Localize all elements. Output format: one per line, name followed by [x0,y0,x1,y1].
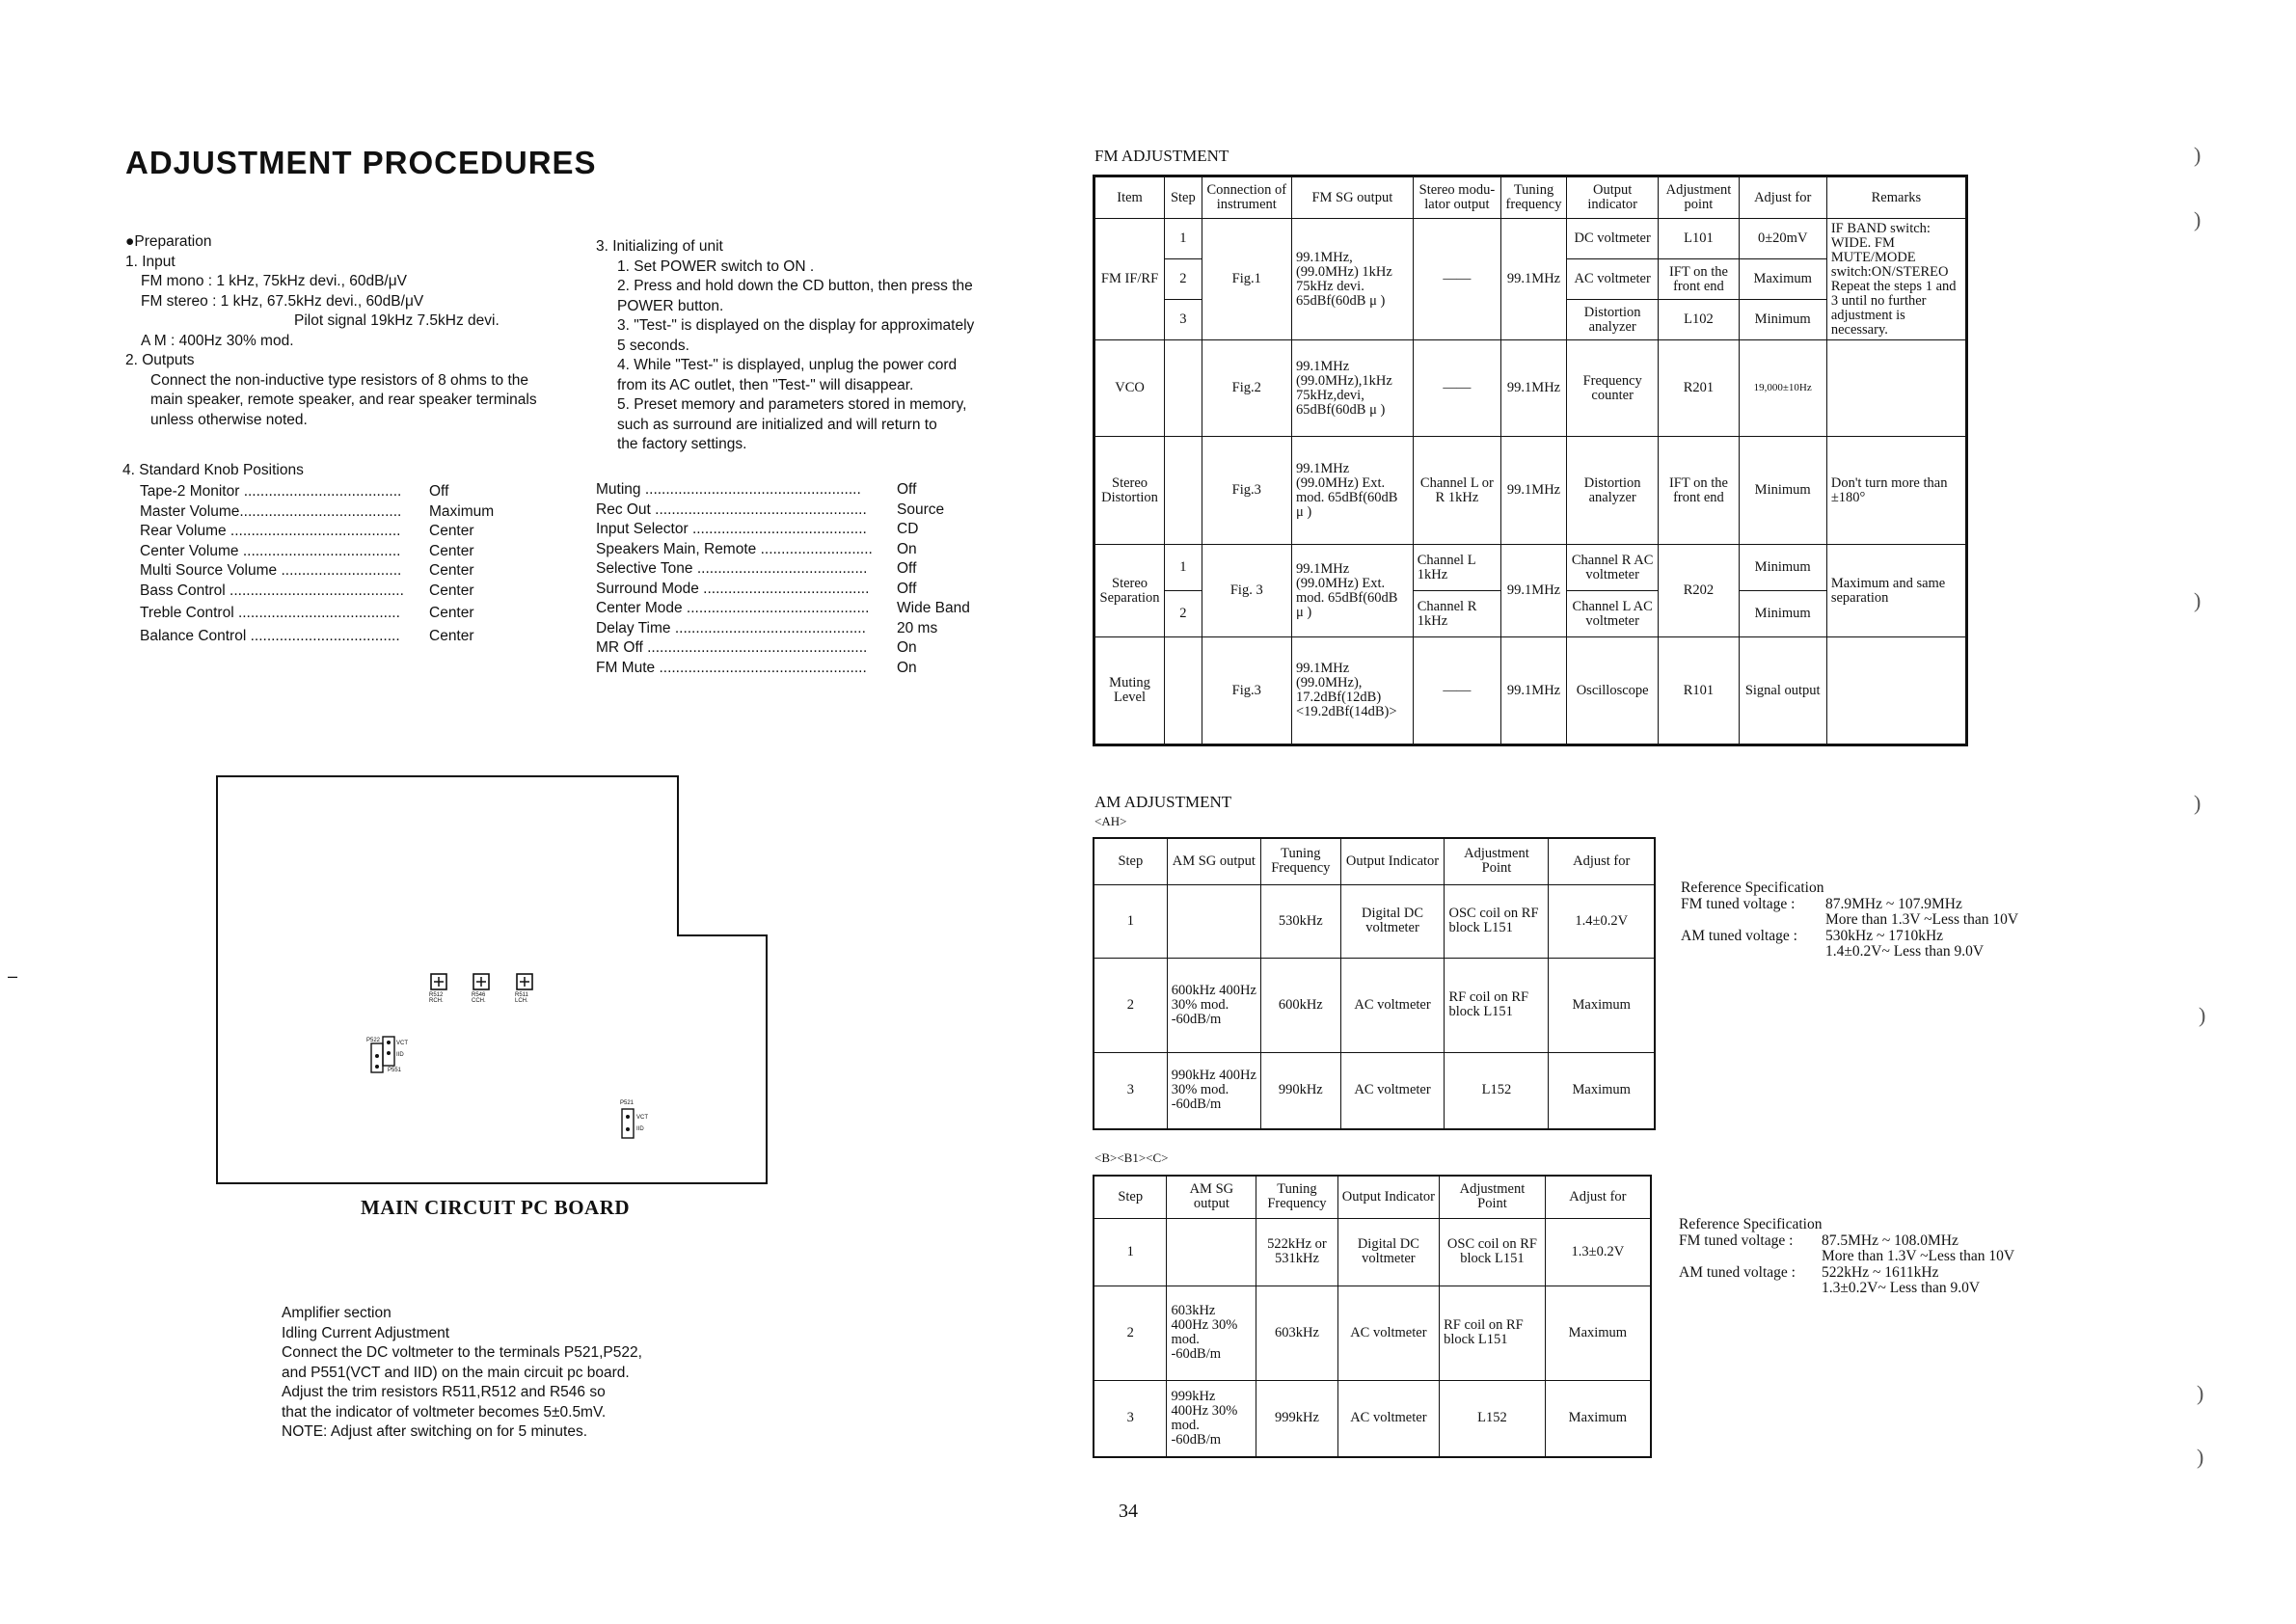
stereo-mod-cell: Channel R 1kHz [1413,591,1500,637]
adjust-for-cell: 1.3±0.2V [1545,1218,1651,1286]
reference-spec-b [1679,1217,2084,1297]
knob-value: Off [429,483,449,500]
knob-value: Off [897,580,917,597]
outputs-heading: 2. Outputs [125,352,195,368]
ref-value: 530kHz ~ 1710kHz [1825,927,1944,944]
knob-label: Tape-2 Monitor ...................................... [140,483,402,500]
adjust-for-cell: Maximum [1549,1052,1655,1129]
knob-label: Rear Volume ......................................... [140,523,401,539]
adjust-for-cell: Minimum [1739,545,1826,591]
remarks-cell: Maximum and same separation [1826,545,1966,637]
indicator-cell: DC voltmeter [1566,219,1658,259]
sg-output-cell: 99.1MHz (99.0MHz),1kHz 75kHz,devi, 65dBf(60dB μ ) [1291,340,1413,437]
resistor-r512-icon [431,974,446,989]
knob-label: Delay Time .............................................. [596,619,866,636]
knob-row [140,482,526,502]
knob-value: Source [897,501,945,518]
adjust-for-cell: Maximum [1545,1380,1651,1457]
col-header: Item [1094,176,1165,219]
table-row [1094,1380,1651,1457]
main-circuit-board-diagram [207,767,786,1196]
knob-value: On [897,540,917,557]
table-row [1094,219,1967,259]
tuning-cell: 990kHz [1261,1052,1341,1129]
remarks-cell [1826,637,1966,745]
adjust-point-cell: RF coil on RF block L151 [1445,958,1549,1052]
knob-value: Off [897,481,917,498]
adjust-for-cell: Minimum [1739,437,1826,545]
col-header: Remarks [1826,176,1966,219]
knob-value: Wide Band [897,600,970,616]
knob-value: Maximum [429,502,495,520]
outputs-line: Connect the non-inductive type resistors of 8 ohms to the [150,371,529,389]
adjust-point-cell: R101 [1659,637,1739,745]
col-header: Step [1165,176,1202,219]
indicator-cell: AC voltmeter [1340,1052,1445,1129]
knob-label: Surround Mode ........................................ [596,580,870,597]
col-header: Adjust for [1545,1176,1651,1218]
adjust-point-cell: R201 [1659,340,1739,437]
adjust-point-cell: L102 [1659,300,1739,340]
step-cell: 2 [1094,1286,1167,1380]
knob-row [140,542,526,562]
init-line: POWER button. [617,297,724,314]
col-header: Tuning frequency [1501,176,1567,219]
adjust-for-cell: 19,000±10Hz [1739,340,1826,437]
knob-label: Multi Source Volume ............................. [140,562,402,579]
col-header: Adjust for [1549,838,1655,884]
resistor-r511-icon [517,974,532,989]
table-row [1094,884,1655,958]
knob-label: Center Mode ............................................ [596,600,870,616]
knob-row [140,561,526,582]
col-header: Adjustment Point [1445,838,1549,884]
amp-line: Amplifier section [282,1305,392,1321]
adjust-point-cell: IFT on the front end [1659,437,1739,545]
knob-row [596,480,1001,501]
knob-list-right [596,480,1001,678]
item-cell: Stereo Distortion [1094,437,1165,545]
col-header: Output Indicator [1337,1176,1439,1218]
item-cell: VCO [1094,340,1165,437]
ref-value: More than 1.3V ~Less than 10V [1822,1248,2015,1264]
table-row [1094,437,1967,545]
fm-adjustment-title: FM ADJUSTMENT [1094,147,1229,165]
adjust-point-cell: R202 [1659,545,1739,637]
ref-heading: Reference Specification [1679,1216,1823,1232]
resistor-sublabel: CCH. [472,998,486,1004]
knob-value: Center [429,562,474,579]
indicator-cell: Distortion analyzer [1566,300,1658,340]
table-row [1094,958,1655,1052]
init-line: 3. "Test-" is displayed on the display for approximately [617,317,975,334]
adjust-point-cell: OSC coil on RF block L151 [1445,884,1549,958]
remarks-cell: IF BAND switch: WIDE. FM MUTE/MODE switch:ON/STEREO Repeat the steps 1 and 3 until no further adjustment is necessary. [1826,219,1966,340]
init-line: such as surround are initialized and will return to [617,416,937,433]
table-row [1094,1218,1651,1286]
knob-label: Master Volume....................................... [140,502,402,520]
amp-line: Idling Current Adjustment [282,1324,450,1341]
connection-cell: Fig. 3 [1202,545,1291,637]
outputs-line: unless otherwise noted. [150,411,308,428]
am-line: A M : 400Hz 30% mod. [141,332,294,349]
knob-row [596,599,1001,619]
adjust-for-cell: Maximum [1545,1286,1651,1380]
stereo-mod-cell: Channel L or R 1kHz [1413,437,1500,545]
amplifier-section [282,1304,642,1443]
fm-stereo-line: FM stereo : 1 kHz, 67.5kHz devi., 60dB/μV [141,292,424,310]
indicator-cell: AC voltmeter [1340,958,1445,1052]
knob-label: MR Off ..................................................... [596,639,868,656]
table-row [1094,1286,1651,1380]
knob-value: On [897,659,917,676]
knob-row [140,522,526,542]
knob-value: Center [429,542,474,559]
init-line: 4. While "Test-" is displayed, unplug the power cord [617,357,958,373]
ref-label: AM tuned voltage : [1681,927,1797,944]
tuning-cell: 603kHz [1256,1286,1337,1380]
step-cell: 3 [1094,1380,1167,1457]
knob-row [140,502,526,523]
sg-output-cell: 99.1MHz (99.0MHz), 17.2dBf(12dB) <19.2dBf(14dB)> [1291,637,1413,745]
ref-label: AM tuned voltage : [1679,1263,1796,1281]
am-header-row [1094,838,1655,884]
fm-adjustment-table [1093,175,1968,746]
init-line: the factory settings. [617,436,747,452]
col-header: Adjustment point [1659,176,1739,219]
page-title: ADJUSTMENT PROCEDURES [125,145,597,180]
knob-label: Input Selector .......................................... [596,521,867,537]
connection-cell: Fig.3 [1202,437,1291,545]
stereo-mod-cell: —— [1413,219,1500,340]
table-row [1094,637,1967,745]
knob-label: Balance Control .................................... [140,627,400,644]
remarks-cell [1826,340,1966,437]
knob-row [140,604,526,624]
step-cell [1165,437,1202,545]
knob-row [596,580,1001,600]
connection-cell: Fig.1 [1202,219,1291,340]
reference-spec-ah [1681,880,2086,961]
knob-value: Center [429,523,474,539]
connector-label: IID [636,1126,644,1132]
adjust-point-cell: RF coil on RF block L151 [1440,1286,1546,1380]
resistor-label: R511 [515,992,528,998]
step-cell: 1 [1094,884,1167,958]
sg-output-cell: 990kHz 400Hz 30% mod. -60dB/m [1167,1052,1260,1129]
tuning-cell: 99.1MHz [1501,545,1567,637]
ref-label: FM tuned voltage : [1681,895,1796,912]
connector-label: P551 [388,1068,402,1073]
input-heading: 1. Input [125,253,176,270]
page-number: 34 [1119,1501,1138,1522]
col-header: Tuning Frequency [1256,1176,1337,1218]
knob-list-left [140,482,526,646]
scan-mark-icon: ) [2194,791,2201,815]
amp-line: and P551(VCT and IID) on the main circuit pc board. [282,1364,630,1381]
knob-label: FM Mute .................................................. [596,659,867,676]
connector-p521-icon [622,1109,634,1138]
tuning-cell: 99.1MHz [1501,219,1567,340]
init-line: 5 seconds. [617,337,689,354]
fm-mono-line: FM mono : 1 kHz, 75kHz devi., 60dB/μV [141,273,407,289]
am-header-row [1094,1176,1651,1218]
step-cell: 2 [1165,259,1202,300]
indicator-cell: AC voltmeter [1566,259,1658,300]
indicator-cell: Distortion analyzer [1566,437,1658,545]
ref-value: 87.5MHz ~ 108.0MHz [1822,1232,1958,1249]
knob-value: Center [429,582,474,599]
indicator-cell: Oscilloscope [1566,637,1658,745]
am-region-label: <AH> [1094,814,1127,828]
step-cell: 2 [1165,591,1202,637]
init-line: 2. Press and hold down the CD button, then press the [617,278,973,294]
indicator-cell: Channel R AC voltmeter [1566,545,1658,591]
knob-row [596,659,1001,679]
resistor-label: R546 [472,992,486,998]
tuning-cell: 99.1MHz [1501,437,1567,545]
knob-value: CD [897,521,919,537]
am-adjustment-title: AM ADJUSTMENT [1094,793,1232,811]
col-header: Tuning Frequency [1261,838,1341,884]
table-row [1094,1052,1655,1129]
step-cell: 1 [1094,1218,1167,1286]
sg-output-cell [1167,1218,1256,1286]
margin-dash: – [8,966,18,986]
knob-row [596,540,1001,560]
knob-label: Treble Control ....................................... [140,605,400,621]
knob-label: Speakers Main, Remote ........................... [596,540,873,557]
sg-output-cell: 99.1MHz, (99.0MHz) 1kHz 75kHz devi. 65dBf(60dB μ ) [1291,219,1413,340]
knob-value: On [897,639,917,656]
scan-mark-icon: ) [2199,1003,2206,1027]
adjust-for-cell: Maximum [1549,958,1655,1052]
knob-value: Center [429,627,474,644]
preparation-section [125,232,537,430]
amp-line: that the indicator of voltmeter becomes 5±0.5mV. [282,1403,607,1421]
ref-value: 1.3±0.2V~ Less than 9.0V [1822,1280,1981,1296]
knob-value: Off [897,560,917,577]
knob-row [596,619,1001,639]
connector-label: IID [396,1052,404,1058]
fm-header-row [1094,176,1967,219]
stereo-mod-cell: —— [1413,340,1500,437]
col-header: Adjust for [1739,176,1826,219]
knob-row [140,627,526,647]
indicator-cell: AC voltmeter [1337,1286,1439,1380]
remarks-cell: Don't turn more than ±180° [1826,437,1966,545]
knob-label: Center Volume ...................................... [140,542,401,559]
tuning-cell: 99.1MHz [1501,340,1567,437]
stereo-mod-cell: Channel L 1kHz [1413,545,1500,591]
tuning-cell: 99.1MHz [1501,637,1567,745]
knob-row [596,501,1001,521]
scan-mark-icon: ) [2194,588,2201,612]
connector-label: VCT [636,1115,648,1121]
resistor-r546-icon [473,974,489,989]
ref-heading: Reference Specification [1681,880,1824,896]
indicator-cell: AC voltmeter [1337,1380,1439,1457]
knob-label: Muting .................................................... [596,481,861,498]
step-cell [1165,340,1202,437]
item-cell: Muting Level [1094,637,1165,745]
ref-value: 87.9MHz ~ 107.9MHz [1825,895,1962,912]
col-header: Step [1094,1176,1167,1218]
ref-value: More than 1.3V ~Less than 10V [1825,911,2019,928]
init-line: from its AC outlet, then "Test-" will disappear. [617,376,914,393]
amp-line: Adjust the trim resistors R511,R512 and R546 so [282,1384,606,1400]
connector-label: VCT [396,1041,408,1046]
indicator-cell: Channel L AC voltmeter [1566,591,1658,637]
indicator-cell: Digital DC voltmeter [1340,884,1445,958]
adjust-for-cell: Maximum [1739,259,1826,300]
col-header: FM SG output [1291,176,1413,219]
adjust-point-cell: L152 [1440,1380,1546,1457]
init-line: 1. Set POWER switch to ON . [617,257,815,275]
knob-label: Selective Tone ......................................... [596,560,868,577]
knob-value: 20 ms [897,619,938,636]
item-cell: Stereo Separation [1094,545,1165,637]
outputs-line: main speaker, remote speaker, and rear speaker terminals [150,392,537,408]
adjust-point-cell: L152 [1445,1052,1549,1129]
tuning-cell: 600kHz [1261,958,1341,1052]
connection-cell: Fig.3 [1202,637,1291,745]
adjust-for-cell: Minimum [1739,300,1826,340]
resistor-sublabel: RCH. [429,998,444,1004]
sg-output-cell [1167,884,1260,958]
knob-row [596,638,1001,659]
adjust-for-cell: Signal output [1739,637,1826,745]
step-cell [1165,637,1202,745]
amp-line: NOTE: Adjust after switching on for 5 minutes. [282,1423,588,1440]
adjust-point-cell: L101 [1659,219,1739,259]
col-header: AM SG output [1167,1176,1256,1218]
table-row [1094,340,1967,437]
connector-label: P522 [366,1038,381,1043]
col-header: Stereo modu-lator output [1413,176,1500,219]
scan-mark-icon: ) [2197,1381,2204,1405]
sg-output-cell: 99.1MHz (99.0MHz) Ext. mod. 65dBf(60dB μ ) [1291,437,1413,545]
scan-mark-icon: ) [2194,143,2201,167]
sg-output-cell: 603kHz 400Hz 30% mod. -60dB/m [1167,1286,1256,1380]
col-header: Output Indicator [1340,838,1445,884]
board-caption: MAIN CIRCUIT PC BOARD [361,1196,631,1219]
tuning-cell: 530kHz [1261,884,1341,958]
tuning-cell: 999kHz [1256,1380,1337,1457]
resistor-sublabel: LCH. [515,998,528,1004]
knob-label: Bass Control .......................................... [140,582,404,599]
adjust-for-cell: Minimum [1739,591,1826,637]
initializing-section [596,237,974,455]
ref-label: FM tuned voltage : [1679,1232,1794,1249]
step-cell: 3 [1094,1052,1167,1129]
knob-row [596,520,1001,540]
initializing-heading: 3. Initializing of unit [596,238,723,255]
amp-line: Connect the DC voltmeter to the terminals P521,P522, [282,1344,642,1361]
resistor-label: R512 [429,992,444,998]
step-cell: 3 [1165,300,1202,340]
knob-row [140,582,526,602]
col-header: Adjustment Point [1440,1176,1546,1218]
connection-cell: Fig.2 [1202,340,1291,437]
item-cell: FM IF/RF [1094,219,1165,340]
ref-value: 522kHz ~ 1611kHz [1822,1263,1939,1281]
adjust-for-cell: 1.4±0.2V [1549,884,1655,958]
scan-mark-icon: ) [2194,207,2201,231]
adjust-point-cell: OSC coil on RF block L151 [1440,1218,1546,1286]
knob-positions-heading: 4. Standard Knob Positions [122,462,304,478]
step-cell: 1 [1165,219,1202,259]
indicator-cell: Digital DC voltmeter [1337,1218,1439,1286]
col-header: Connection of instrument [1202,176,1291,219]
init-line: 5. Preset memory and parameters stored in memory, [617,396,967,413]
am-adjustment-table-b [1093,1175,1652,1458]
knob-value: Center [429,605,474,621]
col-header: Step [1094,838,1167,884]
tuning-cell: 522kHz or 531kHz [1256,1218,1337,1286]
knob-label: Rec Out ................................................... [596,501,867,518]
stereo-mod-cell: —— [1413,637,1500,745]
col-header: Output indicator [1566,176,1658,219]
sg-output-cell: 600kHz 400Hz 30% mod. -60dB/m [1167,958,1260,1052]
adjust-for-cell: 0±20mV [1739,219,1826,259]
step-cell: 2 [1094,958,1167,1052]
scan-mark-icon: ) [2197,1445,2204,1469]
connector-label: P521 [620,1100,635,1106]
sg-output-cell: 99.1MHz (99.0MHz) Ext. mod. 65dBf(60dB μ ) [1291,545,1413,637]
table-row [1094,545,1967,591]
indicator-cell: Frequency counter [1566,340,1658,437]
pilot-line: Pilot signal 19kHz 7.5kHz devi. [294,312,500,329]
knob-row [596,559,1001,580]
step-cell: 1 [1165,545,1202,591]
preparation-heading: ●Preparation [125,233,212,250]
am-adjustment-table-ah [1093,837,1656,1130]
adjust-point-cell: IFT on the front end [1659,259,1739,300]
sg-output-cell: 999kHz 400Hz 30% mod. -60dB/m [1167,1380,1256,1457]
board-outline [217,776,767,1183]
ref-value: 1.4±0.2V~ Less than 9.0V [1825,943,1985,960]
am-region-label: <B><B1><C> [1094,1150,1169,1165]
col-header: AM SG output [1167,838,1260,884]
